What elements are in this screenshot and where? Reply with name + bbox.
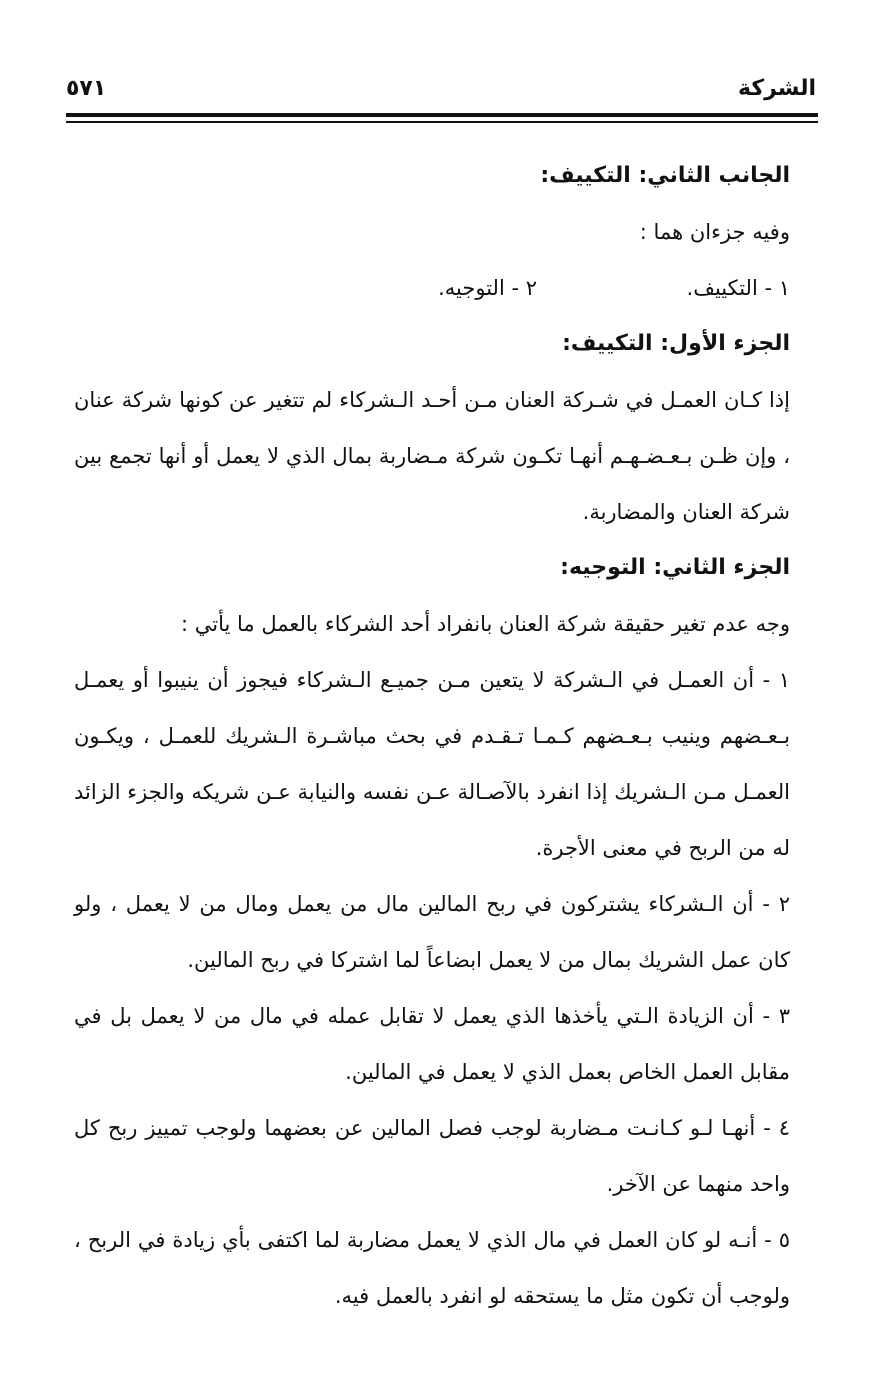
section-heading: الجانب الثاني: التكييف:	[540, 163, 790, 188]
intro-line: وفيه جزءان هما :	[639, 220, 790, 244]
header-rule-thin	[66, 121, 818, 123]
part1-heading: الجزء الأول: التكييف:	[562, 331, 790, 356]
running-title: الشركة	[737, 76, 816, 101]
part-item-2: ٢ - التوجيه.	[438, 276, 537, 300]
parts-gap	[537, 260, 645, 316]
part2-heading: الجزء الثاني: التوجيه:	[560, 555, 790, 580]
part-item-1: ١ - التكييف.	[686, 276, 790, 300]
parts-list	[74, 260, 790, 316]
page-body	[74, 148, 790, 1324]
header-rule-thick	[66, 113, 818, 117]
point-4: ٤ - أنهـا لـو كـانـت مـضاربة لوجب فصل المالين عن بعضهما ولوجب تمييز ربح كل واحد منهما عن الآخر.	[74, 1116, 790, 1196]
point-3: ٣ - أن الزيادة الـتي يأخذها الذي يعمل لا تقابل عمله في مال من لا يعمل بل في مقابل العمل الخاص بعمل الذي لا يعمل في المالين.	[74, 1004, 790, 1084]
point-2: ٢ - أن الـشركاء يشتركون في ربح المالين مال من يعمل ومال من لا يعمل ، ولو كان عمل الشريك بمال من لا يعمل ابضاعاً لما اشتركا في ربح المالين.	[74, 892, 790, 972]
part2-intro: وجه عدم تغير حقيقة شركة العنان بانفراد أحد الشركاء بالعمل ما يأتي :	[181, 612, 790, 636]
part1-paragraph: إذا كـان العمـل في شـركة العنان مـن أحـد الـشركاء لم تتغير عن كونها شركة عنان ، وإن ظـن بـعـضـهـم أنهـا تكـون شركة مـضاربة بمال الذي لا يعمل أو أنها تجمع بين شركة العنان والمضاربة.	[74, 388, 790, 524]
point-5: ٥ - أنـه لو كان العمل في مال الذي لا يعمل مضاربة لما اكتفى بأي زيادة في الربح ، ولوجب أن تكون مثل ما يستحقه لو انفرد بالعمل فيه.	[74, 1228, 790, 1308]
point-1: ١ - أن العمـل في الـشركة لا يتعين مـن جميـع الـشركاء فيجوز أن ينيبوا أو يعمـل بـعـضهم وينيب بـعـضهم كـمـا تـقـدم في بحث مباشـرة الـشريك للعمـل ، ويكـون العمـل مـن الـشريك إذا انفرد بالآصـالة عـن نفسه والنيابة عـن شريكه والجزء الزائد له من الربح في معنى الأجرة.	[74, 668, 790, 860]
running-header	[66, 76, 816, 110]
page-number: ٥٧١	[66, 76, 107, 101]
